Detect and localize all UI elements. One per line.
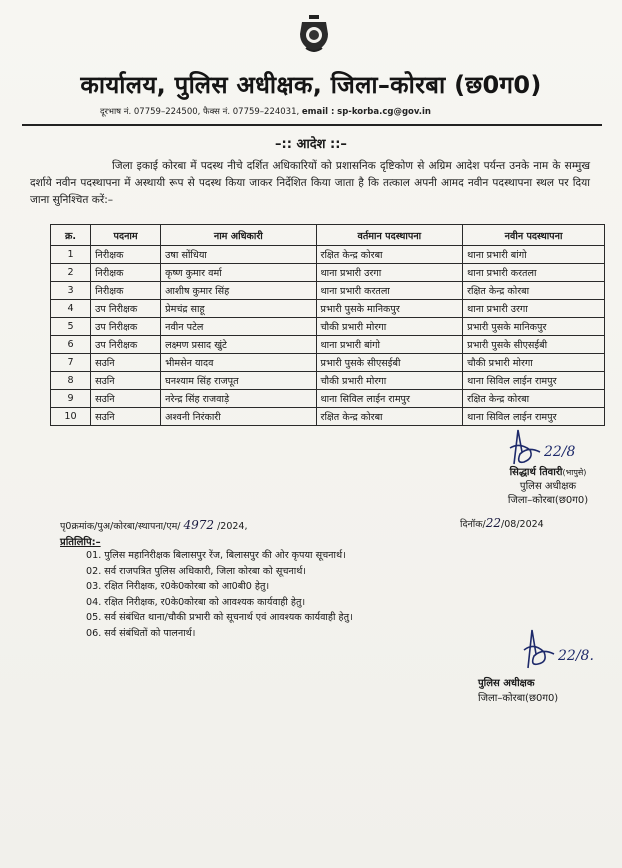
office-title: कार्यालय, पुलिस अधीक्षक, जिला–कोरबा (छ0ग0) <box>80 71 542 99</box>
handwritten-signature-icon <box>500 424 590 468</box>
reference-year: /2024, <box>217 521 248 532</box>
officer-name: सिद्धार्थ तिवारी <box>509 467 563 478</box>
row-current-posting: थाना सिविल लाईन रामपुर <box>316 390 463 408</box>
row-officer-name: लक्ष्मण प्रसाद खुंटे <box>161 336 316 354</box>
email-label: email : <box>301 107 335 117</box>
row-designation: सउनि <box>91 354 161 372</box>
row-current-posting: चौकी प्रभारी मोरगा <box>316 372 463 390</box>
superintendent-block <box>478 676 608 706</box>
row-current-posting: चौकी प्रभारी मोरगा <box>316 318 463 336</box>
row-serial: 4 <box>51 300 91 318</box>
row-new-posting: चौकी प्रभारी मोरगा <box>463 354 605 372</box>
header-divider <box>22 124 602 126</box>
row-serial: 8 <box>51 372 91 390</box>
table-row <box>51 246 605 264</box>
row-new-posting: रक्षित केन्द्र कोरबा <box>463 282 605 300</box>
contact-line <box>100 106 431 117</box>
copy-to-label: प्रतिलिपि:– <box>60 537 101 548</box>
list-item: 03. रक्षित निरीक्षक, र0के0कोरबा को आ0बी0 हेतु। <box>86 581 270 592</box>
reference-number: 4972 <box>183 518 215 532</box>
row-serial: 2 <box>51 264 91 282</box>
row-designation: सउनि <box>91 390 161 408</box>
row-officer-name: घनश्याम सिंह राजपूत <box>161 372 316 390</box>
header-serial: क्र. <box>51 225 91 246</box>
table-row <box>51 408 605 426</box>
list-item: 06. सर्व संबंधितों को पालनार्थ। <box>86 627 196 639</box>
signing-officer-block <box>478 466 618 508</box>
row-new-posting: थाना प्रभारी उरगा <box>463 300 605 318</box>
row-current-posting: प्रभारी पुसके सीएसईबी <box>316 354 463 372</box>
row-designation: निरीक्षक <box>91 282 161 300</box>
header-officer-name: नाम अधिकारी <box>161 225 316 246</box>
table-row <box>51 264 605 282</box>
date-day: 22 <box>485 516 502 530</box>
row-officer-name: भीमसेन यादव <box>161 354 316 372</box>
row-officer-name: अश्वनी निरंकारी <box>161 408 316 426</box>
row-designation: उप निरीक्षक <box>91 300 161 318</box>
row-serial: 6 <box>51 336 91 354</box>
row-current-posting: प्रभारी पुसके मानिकपुर <box>316 300 463 318</box>
officer-designation: पुलिस अधीक्षक <box>519 481 577 492</box>
list-item: 01. पुलिस महानिरीक्षक बिलासपुर रेंज, बिलासपुर की ओर कृपया सूचनार्थ। <box>86 550 346 561</box>
row-officer-name: नरेन्द्र सिंह राजवाड़े <box>161 390 316 408</box>
row-designation: उप निरीक्षक <box>91 318 161 336</box>
header-current-posting: वर्तमान पदस्थापना <box>316 225 463 246</box>
table-row <box>51 336 605 354</box>
reference-number-line <box>60 518 247 532</box>
order-intro: जिला इकाई कोरबा में पदस्थ नीचे दर्शित अधिकारियों को प्रशासनिक दृष्टिकोण से अग्रिम आदेश पर्यन्त उनके नाम के सम्मुख दर्शाये नवीन पदस्थापना में अस्थायी रूप से पदस्थ किया जाकर निर्देशित किया जाता है कि तत्काल अपनी आमद नवीन पदस्थापना स्थल पर दिया जाना सुनिश्चित करें:– <box>30 160 590 206</box>
list-item: 05. सर्व संबंधित थाना/चौकी प्रभारी को सूचनार्थ एवं आवश्यक कार्यवाही हेतु। <box>86 612 353 623</box>
phone-number: दूरभाष नं. 07759–224500, <box>100 107 201 117</box>
row-serial: 9 <box>51 390 91 408</box>
signature-date: 22/8. <box>558 648 594 664</box>
row-officer-name: कृष्ण कुमार वर्मा <box>161 264 316 282</box>
table-row <box>51 390 605 408</box>
row-current-posting: थाना प्रभारी करतला <box>316 282 463 300</box>
row-new-posting: थाना प्रभारी बांगो <box>463 246 605 264</box>
row-serial: 1 <box>51 246 91 264</box>
police-emblem-icon <box>296 14 332 54</box>
table-row <box>51 354 605 372</box>
row-serial: 10 <box>51 408 91 426</box>
superintendent-designation: पुलिस अधीक्षक <box>478 678 535 689</box>
row-designation: निरीक्षक <box>91 264 161 282</box>
transfer-table <box>50 224 605 426</box>
email-address: sp-korba.cg@gov.in <box>337 107 431 117</box>
fax-number: फैक्स नं. 07759–224031, <box>203 107 300 117</box>
handwritten-signature-icon <box>514 622 604 672</box>
officer-district: जिला–कोरबा(छ0ग0) <box>507 495 589 506</box>
row-new-posting: थाना सिविल लाईन रामपुर <box>463 372 605 390</box>
row-officer-name: उषा सोंधिया <box>161 246 316 264</box>
row-new-posting: थाना प्रभारी करतला <box>463 264 605 282</box>
date-rest: /08/2024 <box>501 519 544 530</box>
row-current-posting: थाना प्रभारी बांगो <box>316 336 463 354</box>
row-designation: उप निरीक्षक <box>91 336 161 354</box>
row-current-posting: रक्षित केन्द्र कोरबा <box>316 408 463 426</box>
row-serial: 5 <box>51 318 91 336</box>
row-officer-name: आशीष कुमार सिंह <box>161 282 316 300</box>
order-date-line <box>460 516 544 530</box>
copy-to-list <box>86 548 353 641</box>
date-label: दिनॉक/ <box>460 519 486 530</box>
reference-prefix: पृ0क्रमांक/पुअ/कोरबा/स्थापना/एम/ <box>60 521 181 532</box>
header-designation: पदनाम <box>91 225 161 246</box>
header-new-posting: नवीन पदस्थापना <box>463 225 605 246</box>
row-new-posting: रक्षित केन्द्र कोरबा <box>463 390 605 408</box>
row-serial: 7 <box>51 354 91 372</box>
table-row <box>51 372 605 390</box>
row-designation: सउनि <box>91 372 161 390</box>
row-officer-name: प्रेमचंद्र साहू <box>161 300 316 318</box>
row-serial: 3 <box>51 282 91 300</box>
list-item: 02. सर्व राजपत्रित पुलिस अधिकारी, जिला कोरबा को सूचनार्थ। <box>86 565 306 577</box>
row-officer-name: नवीन पटेल <box>161 318 316 336</box>
table-row <box>51 300 605 318</box>
row-new-posting: प्रभारी पुसके मानिकपुर <box>463 318 605 336</box>
table-header-row <box>51 225 605 246</box>
row-designation: सउनि <box>91 408 161 426</box>
order-heading: –:: आदेश ::– <box>275 137 347 152</box>
row-new-posting: थाना सिविल लाईन रामपुर <box>463 408 605 426</box>
officer-service: (भापुसे) <box>562 468 587 477</box>
list-item: 04. रक्षित निरीक्षक, र0के0कोरबा को आवश्यक कार्यवाही हेतु। <box>86 596 306 608</box>
row-designation: निरीक्षक <box>91 246 161 264</box>
superintendent-district: जिला–कोरबा(छ0ग0) <box>478 693 559 704</box>
signature-date: 22/8 <box>544 444 576 460</box>
table-row <box>51 318 605 336</box>
table-row <box>51 282 605 300</box>
row-current-posting: थाना प्रभारी उरगा <box>316 264 463 282</box>
row-current-posting: रक्षित केन्द्र कोरबा <box>316 246 463 264</box>
row-new-posting: प्रभारी पुसके सीएसईबी <box>463 336 605 354</box>
